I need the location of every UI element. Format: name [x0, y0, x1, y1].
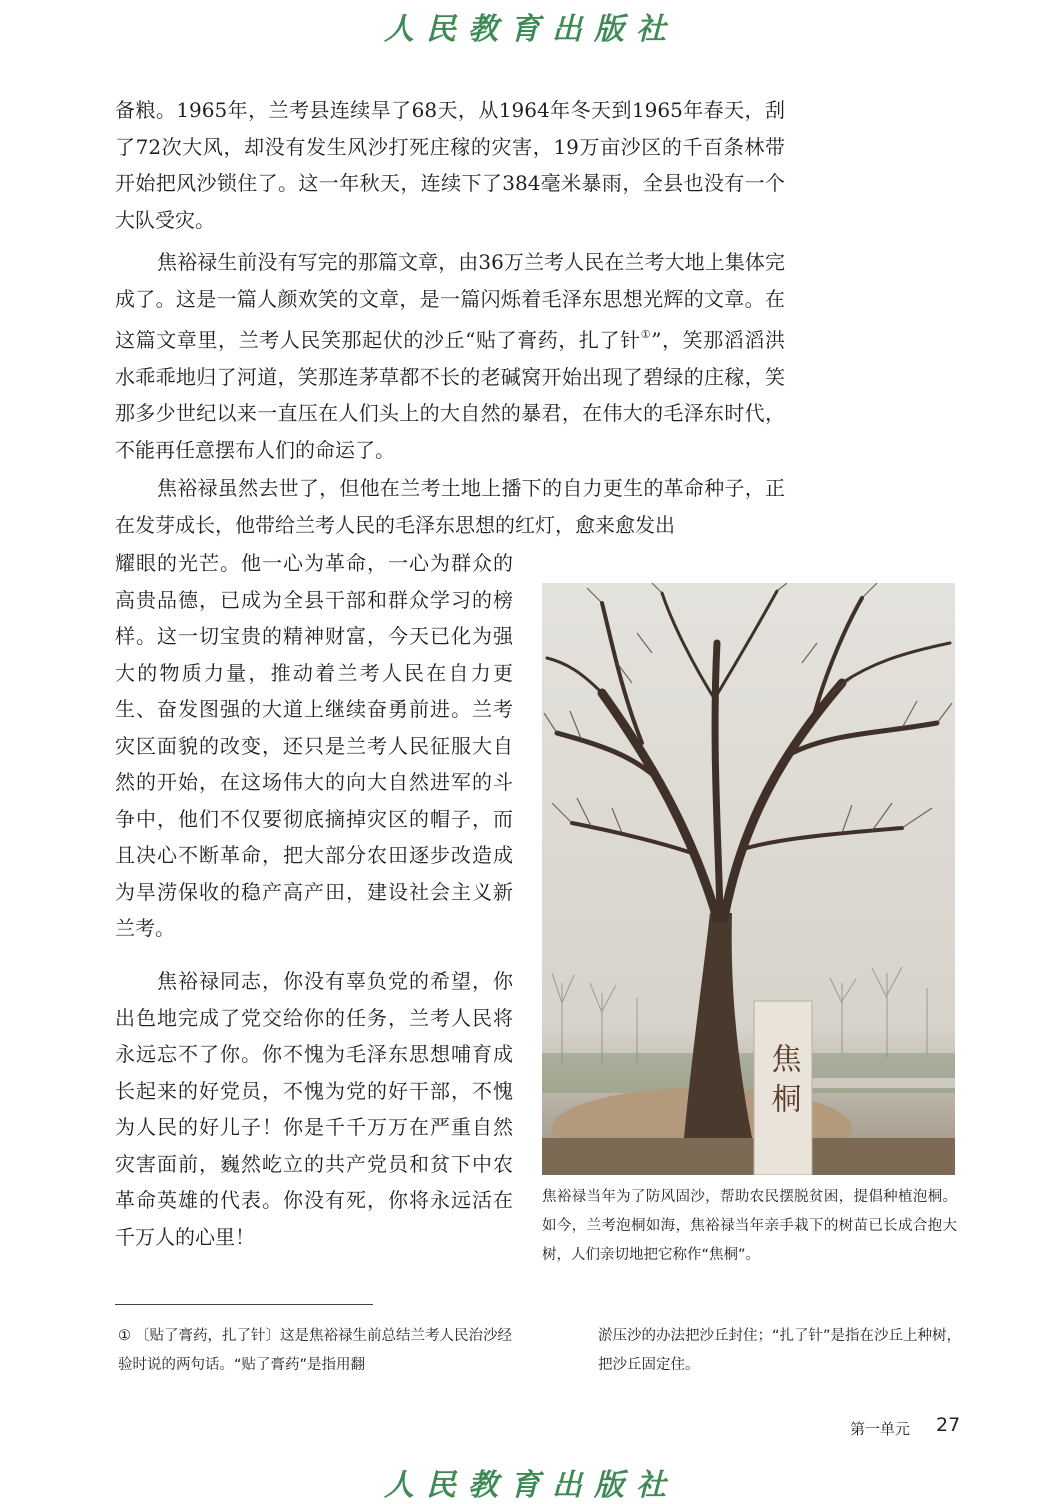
footnote-marker: ①: [118, 1328, 131, 1344]
footnote-left-column: [118, 1322, 513, 1380]
paragraph-4: 焦裕禄同志，你没有辜负党的希望，你出色地完成了党交给你的任务，兰考人民将永远忘不了你。你不愧为毛泽东思想哺育成长起来的好党员，不愧为党的好干部，不愧为人民的好儿子！你是千千万万在严重自然灾害面前，巍然屹立的共产党员和贫下中农革命英雄的代表。你没有死，你将永远活在千万人的心里！: [115, 969, 513, 1249]
paragraph-2: [115, 244, 785, 468]
paragraph-2-text-b: ”，笑那滔滔洪水乖乖地归了河道，笑那连茅草都不长的老碱窝开始出现了碧绿的庄稼，笑那多少世纪以来一直压在人们头上的大自然的暴君，在伟大的毛泽东时代，不能再任意摆布人们的命运了。: [115, 328, 785, 462]
photo-caption: 焦裕禄当年为了防风固沙，帮助农民摆脱贫困，提倡种植泡桐。如今，兰考泡桐如海，焦裕禄当年亲手栽下的树苗已长成合抱大树，人们亲切地把它称作“焦桐”。: [542, 1189, 957, 1263]
paragraph-2-text-a: 焦裕禄生前没有写完的那篇文章，由36万兰考人民在兰考大地上集体完成了。这是一篇人颜欢笑的文章，是一篇闪烁着毛泽东思想光辉的文章。在这篇文章里，兰考人民笑那起伏的沙丘“贴了膏药，扎了针: [115, 250, 785, 352]
page-number: 27: [936, 1414, 961, 1436]
footnote-divider: [115, 1304, 373, 1305]
footnote-text-left: 〔贴了膏药，扎了针〕这是焦裕禄生前总结兰考人民治沙经验时说的两句话。“贴了膏药”是指用翻: [118, 1328, 512, 1373]
photo-jiaotong-tree: [542, 583, 955, 1175]
footnote-reference: ①: [640, 328, 652, 341]
stele-inscription: 焦桐: [765, 1043, 801, 1123]
unit-label: 第一单元: [850, 1420, 911, 1438]
footnote-text-right: 淤压沙的办法把沙丘封住；“扎了针”是指在沙丘上种树，把沙丘固定住。: [598, 1328, 962, 1373]
publisher-logo-header: 人民教育出版社: [384, 12, 678, 47]
publisher-logo-footer: 人民教育出版社: [384, 1468, 678, 1503]
paragraph-1: 备粮。1965年，兰考县连续旱了68天，从1964年冬天到1965年春天，刮了72次大风，却没有发生风沙打死庄稼的灾害，19万亩沙区的千百条林带开始把风沙锁住了。这一年秋天，连续下了384毫米暴雨，全县也没有一个大队受灾。: [115, 98, 785, 232]
paragraph-3-narrow: 耀眼的光芒。他一心为革命，一心为群众的高贵品德，已成为全县干部和群众学习的榜样。这一切宝贵的精神财富，今天已化为强大的物质力量，推动着兰考人民在自力更生、奋发图强的大道上继续奋勇前进。兰考灾区面貌的改变，还只是兰考人民征服大自然的开始，在这场伟大的向大自然进军的斗争中，他们不仅要彻底摘掉灾区的帽子，而且决心不断革命，把大部分农田逐步改造成为旱涝保收的稳产高产田，建设社会主义新兰考。: [115, 551, 513, 940]
paragraph-3-wide: 焦裕禄虽然去世了，但他在兰考土地上播下的自力更生的革命种子，正在发芽成长，他带给兰考人民的毛泽东思想的红灯，愈来愈发出: [115, 476, 785, 537]
